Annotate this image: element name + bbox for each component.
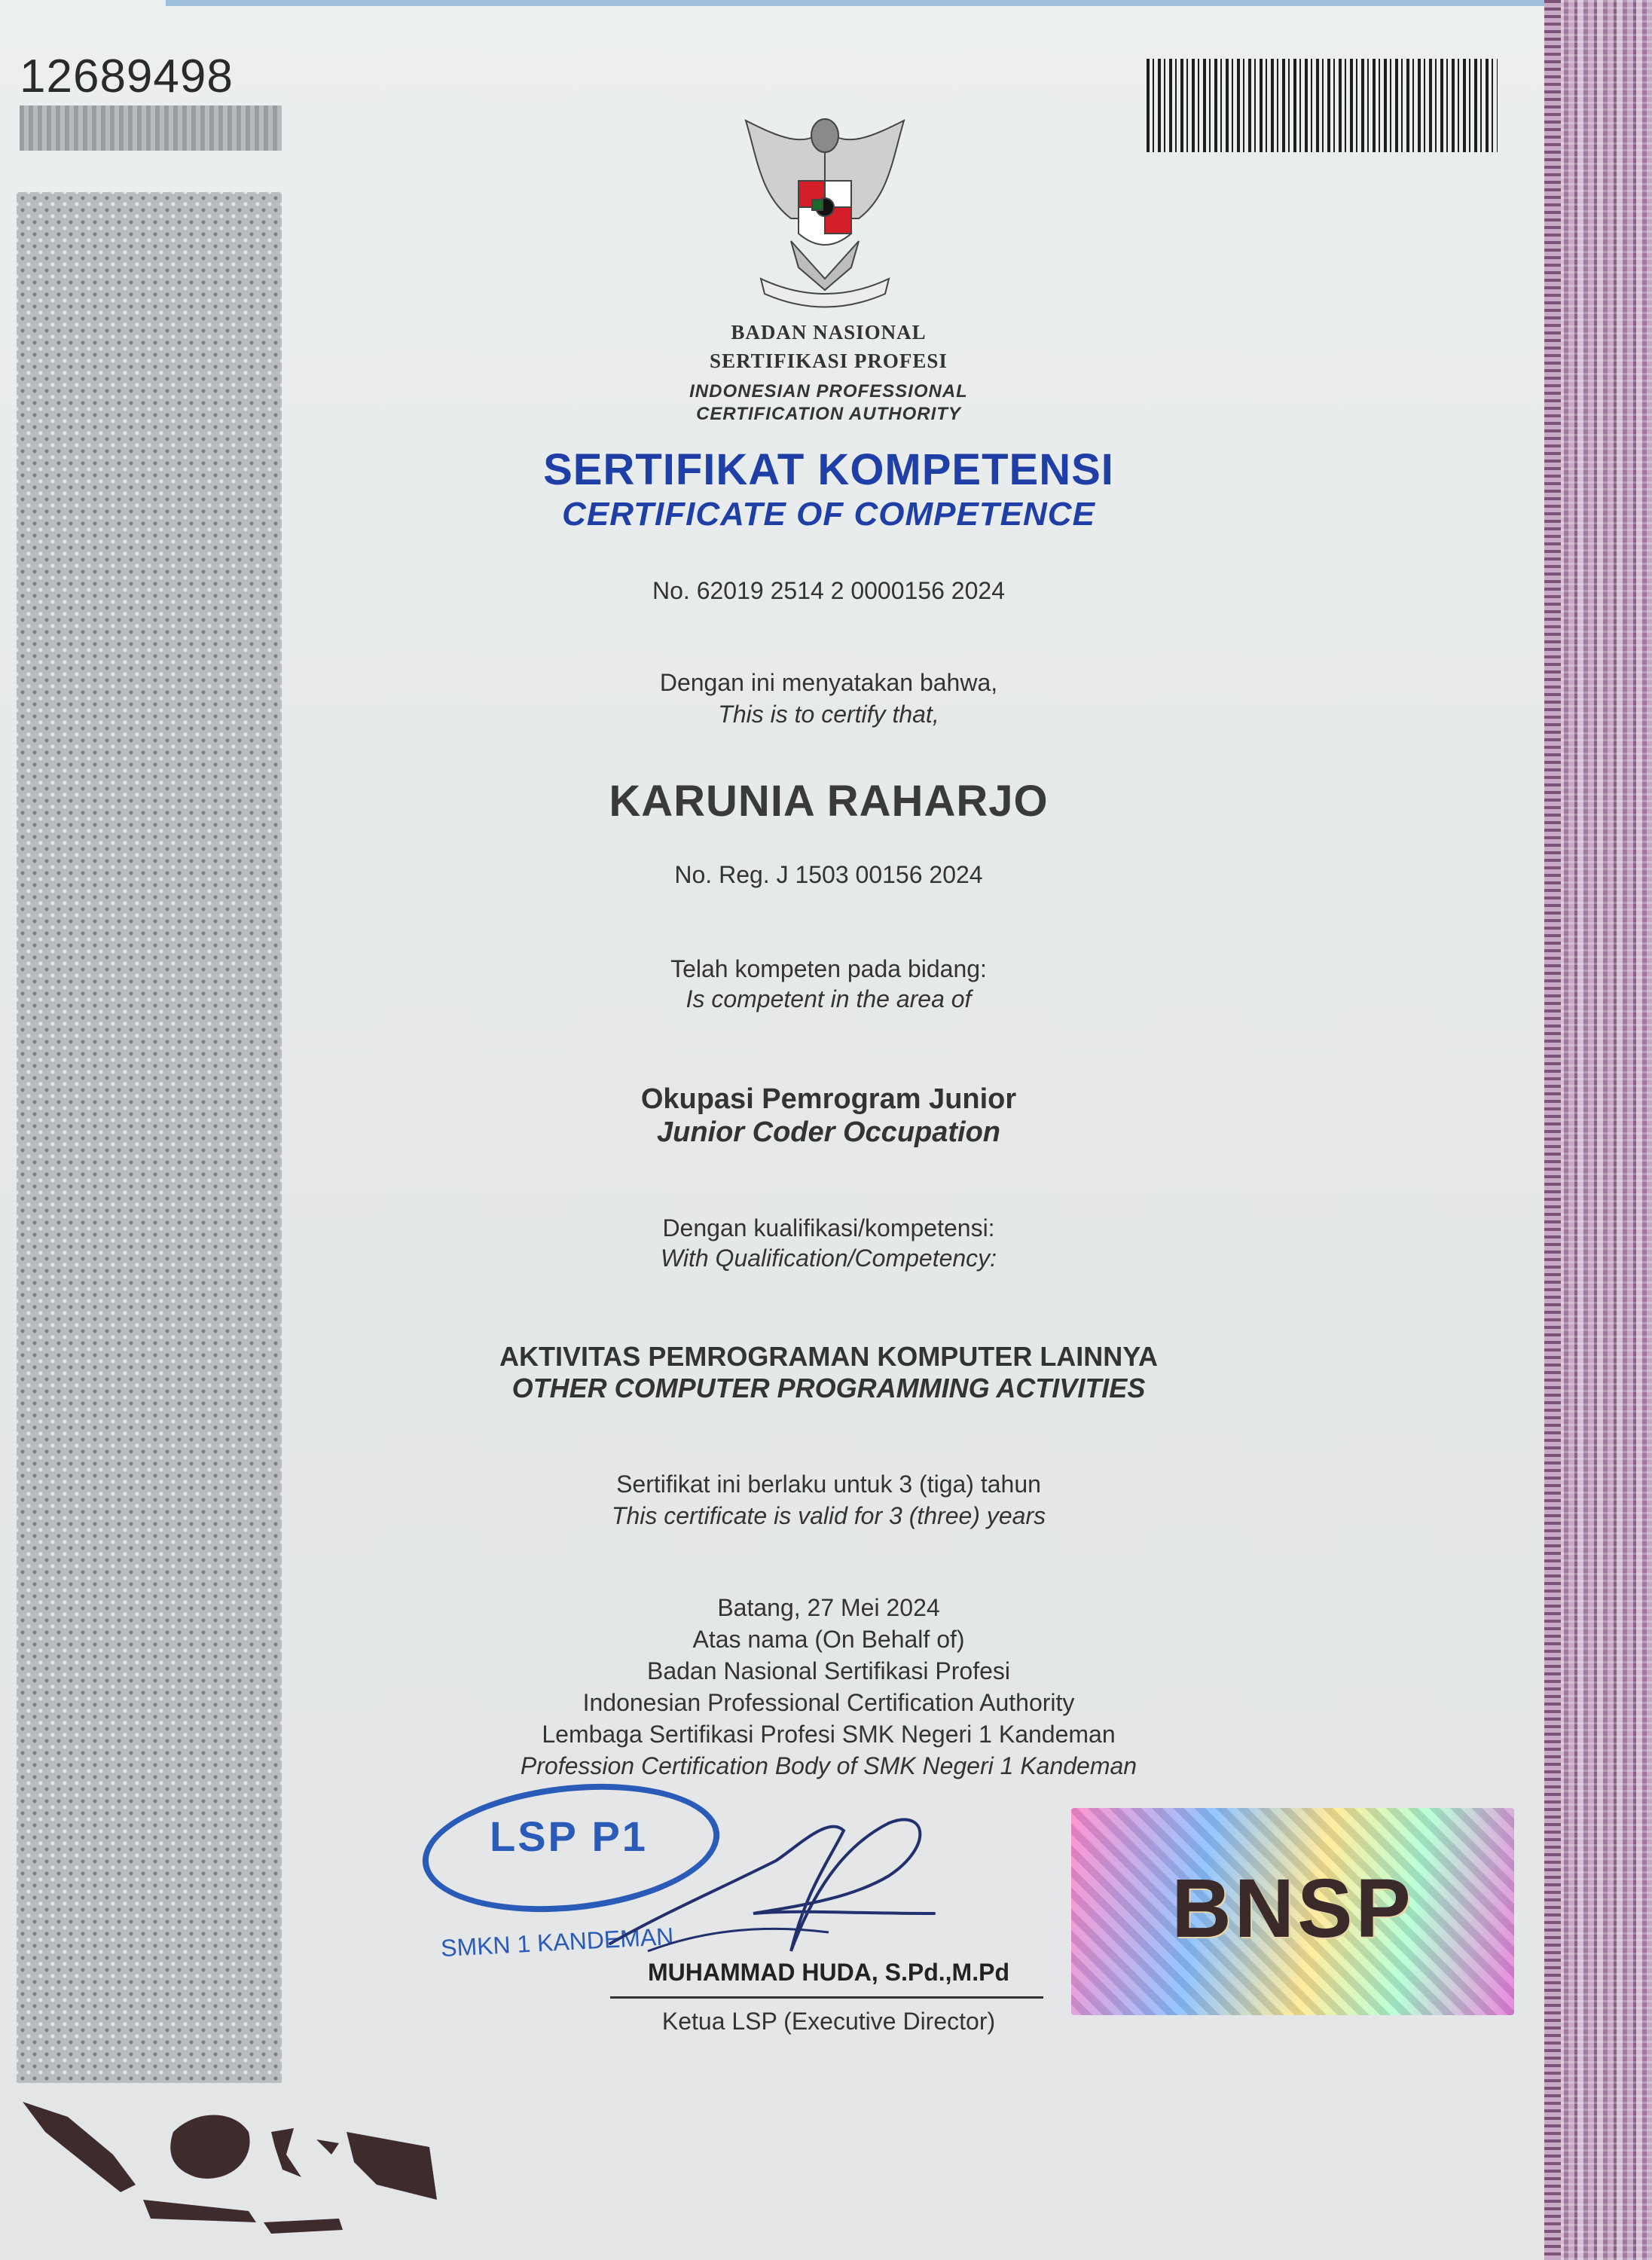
certification-body: Lembaga Sertifikasi Profesi SMK Negeri 1 Kandeman <box>542 1721 1116 1748</box>
certification-body-en: Profession Certification Body of SMK Negeri 1 Kandeman <box>520 1752 1137 1779</box>
occupation: Okupasi Pemrogram Junior <box>640 1083 1017 1115</box>
security-pattern-panel <box>17 192 282 2083</box>
certify-statement-en: This is to certify that, <box>718 701 939 728</box>
certificate-title-en: CERTIFICATE OF COMPETENCE <box>562 496 1095 533</box>
validity-statement-en: This certificate is valid for 3 (three) years <box>611 1502 1046 1529</box>
occupation-en: Junior Coder Occupation <box>656 1116 1001 1148</box>
authority-name-en-line2: CERTIFICATION AUTHORITY <box>696 404 961 424</box>
certificate-title: SERTIFIKAT KOMPETENSI <box>543 445 1114 494</box>
bnsp-hologram <box>1071 1808 1514 2015</box>
certificate-number: No. 62019 2514 2 0000156 2024 <box>652 577 1005 604</box>
qualification-en: OTHER COMPUTER PROGRAMMING ACTIVITIES <box>511 1373 1146 1403</box>
hologram-text: BNSP <box>1171 1862 1414 1955</box>
competent-label: Telah kompeten pada bidang: <box>670 955 987 982</box>
signature-line <box>610 1996 1043 1999</box>
top-color-strip <box>166 0 1552 6</box>
qualification-label: Dengan kualifikasi/kompetensi: <box>662 1214 995 1241</box>
issue-place-date: Batang, 27 Mei 2024 <box>717 1594 940 1621</box>
signature <box>603 1800 949 1974</box>
agency-name-en: Indonesian Professional Certification Authority <box>582 1689 1075 1716</box>
authority-name-line2: SERTIFIKASI PROFESI <box>710 350 948 372</box>
certify-statement: Dengan ini menyatakan bahwa, <box>659 669 998 696</box>
serial-number: 12689498 <box>20 50 234 102</box>
serial-security-strip <box>20 105 282 151</box>
competent-label-en: Is competent in the area of <box>686 985 972 1012</box>
registration-number: No. Reg. J 1503 00156 2024 <box>674 861 983 888</box>
validity-statement: Sertifikat ini berlaku untuk 3 (tiga) tahun <box>616 1471 1041 1498</box>
barcode <box>1147 59 1498 152</box>
security-border-right <box>1544 0 1652 2260</box>
authority-name-en-line1: INDONESIAN PROFESSIONAL <box>689 381 968 402</box>
garuda-emblem-icon <box>731 105 919 316</box>
qualification-label-en: With Qualification/Competency: <box>660 1245 997 1272</box>
signatory-name: MUHAMMAD HUDA, S.Pd.,M.Pd <box>648 1959 1009 1986</box>
qualification: AKTIVITAS PEMROGRAMAN KOMPUTER LAINNYA <box>499 1341 1159 1372</box>
holder-name: KARUNIA RAHARJO <box>609 777 1049 826</box>
lsp-stamp-subtext: SMKN 1 KANDEMAN <box>440 1922 675 1962</box>
agency-name: Badan Nasional Sertifikasi Profesi <box>646 1657 1010 1684</box>
indonesia-map-icon <box>23 2087 444 2237</box>
lsp-stamp-text: LSP P1 <box>490 1813 648 1860</box>
on-behalf-of: Atas nama (On Behalf of) <box>692 1626 965 1653</box>
authority-name-line1: BADAN NASIONAL <box>731 321 927 344</box>
signatory-role: Ketua LSP (Executive Director) <box>661 2008 996 2035</box>
